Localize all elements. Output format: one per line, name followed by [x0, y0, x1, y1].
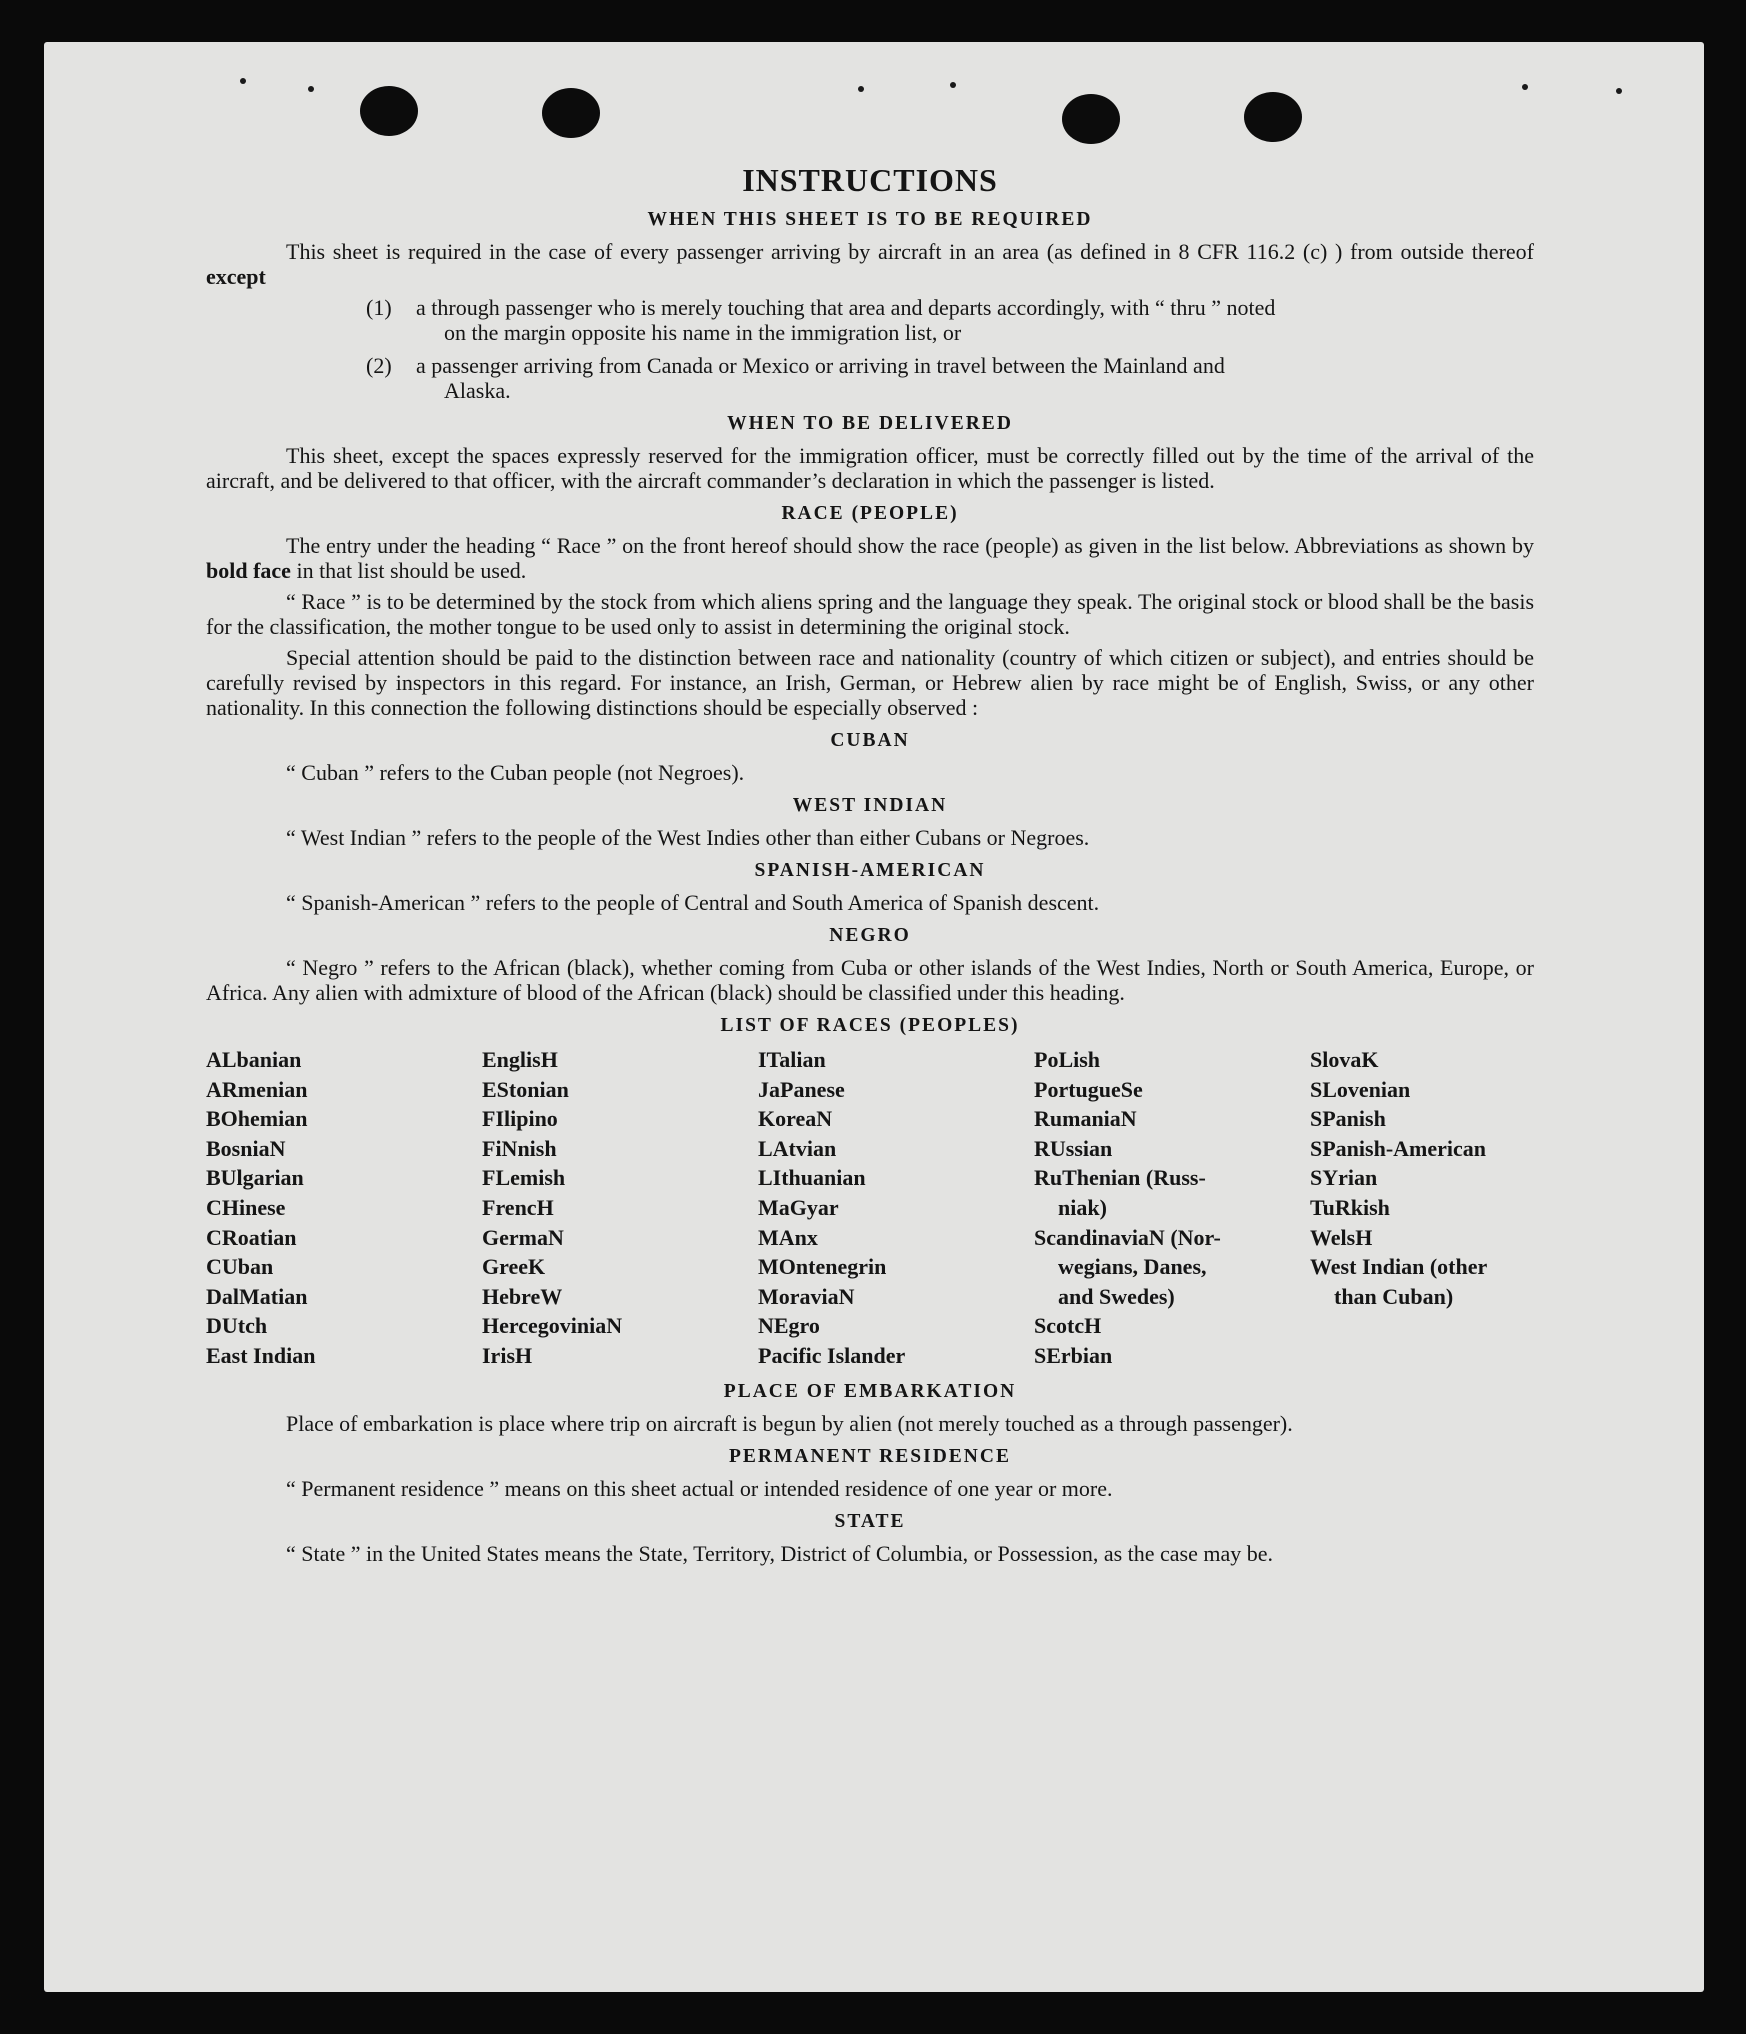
heading-state: STATE	[834, 1510, 906, 1532]
race-entry: SYrian	[1310, 1165, 1378, 1191]
negro-text: “ Negro ” refers to the African (black), whether coming from Cuba or other islands of the West Indies, North or South America, Europe, or Africa. Any alien with admixture of blood of the African (black) should be classified under this heading.	[206, 955, 1534, 1005]
race-entry: ITalian	[758, 1047, 826, 1072]
race-entry: WelsH	[1310, 1224, 1373, 1250]
race-entry: FrencH	[482, 1194, 554, 1220]
race-entry: FIlipino	[482, 1106, 558, 1132]
race-entry: NEgro	[758, 1313, 820, 1339]
race-entry: ScotcH	[1034, 1313, 1102, 1339]
race-entry: BosniaN	[206, 1135, 286, 1161]
race-entry: GermaN	[482, 1224, 564, 1250]
race-entry: DalMatian	[206, 1283, 308, 1309]
instructions-body	[206, 162, 1534, 1572]
race-entry: LIthuanian	[758, 1165, 866, 1191]
race-paragraph-3: Special attention should be paid to the distinction between race and nationality (country of which citizen or subject), and entries should be carefully revised by inspectors in this regard. For instance, an Irish, German, or Hebrew alien by race might be of English, Swiss, or any other nationality. In this connection the following distinctions should be especially observed :	[206, 645, 1534, 720]
race-entry: DUtch	[206, 1313, 268, 1339]
race-entry: ALbanian	[206, 1047, 302, 1072]
required-intro: This sheet is required in the case of every passenger arriving by aircraft in an area (as defined in 8 CFR 116.2 (c) ) from outside thereof except	[206, 239, 1534, 289]
race-entry: EnglisH	[482, 1047, 558, 1072]
race-paragraph-1: The entry under the heading “ Race ” on the front hereof should show the race (people) as given in the list below. Abbreviations as shown by bold face in that list should be used.	[206, 533, 1534, 583]
spanish-american-text: “ Spanish-American ” refers to the people of Central and South America of Spanish descent.	[286, 890, 1100, 915]
race-entry: HercegoviniaN	[482, 1313, 623, 1339]
race-entry: wegians, Danes,	[1058, 1254, 1207, 1280]
race-entry: FiNnish	[482, 1135, 557, 1161]
residence-text: “ Permanent residence ” means on this sheet actual or intended residence of one year or more.	[286, 1475, 1113, 1501]
race-paragraph-2: “ Race ” is to be determined by the stock from which aliens spring and the language they speak. The original stock or blood shall be the basis for the classification, the mother tongue to be used only to assist in determining the original stock.	[206, 589, 1534, 639]
exception-item-2: (2) a passenger arriving from Canada or Mexico or arriving in travel between the Mainland and Alaska.	[366, 353, 1225, 403]
race-entry: SPanish	[1310, 1106, 1386, 1132]
races-column-5	[1310, 1045, 1534, 1371]
race-entry: than Cuban)	[1334, 1283, 1454, 1309]
race-entry: MaGyar	[758, 1194, 839, 1220]
speck	[1616, 88, 1622, 94]
heading-place-of-embarkation: PLACE OF EMBARKATION	[723, 1380, 1017, 1402]
race-entry: HebreW	[482, 1283, 563, 1309]
race-entry: West Indian (other	[1310, 1254, 1488, 1280]
page-title: INSTRUCTIONS	[742, 162, 998, 198]
races-column-4	[1034, 1045, 1310, 1371]
race-entry: ARmenian	[206, 1076, 308, 1102]
race-entry: LAtvian	[758, 1135, 837, 1161]
speck	[950, 82, 956, 88]
race-entry: SErbian	[1034, 1342, 1113, 1368]
state-text: “ State ” in the United States means the State, Territory, District of Columbia, or Possession, as the case may be.	[286, 1540, 1274, 1566]
race-entry: FLemish	[482, 1165, 566, 1191]
heading-list-of-races: LIST OF RACES (PEOPLES)	[720, 1015, 1020, 1036]
punch-hole	[1062, 94, 1120, 144]
races-column-3	[758, 1045, 1034, 1371]
heading-west-indian: WEST INDIAN	[792, 795, 948, 816]
race-entry: CHinese	[206, 1194, 286, 1220]
cuban-text: “ Cuban ” refers to the Cuban people (not Negroes).	[286, 760, 745, 785]
race-entry: East Indian	[206, 1342, 316, 1368]
race-entry: RuThenian (Russ-	[1034, 1165, 1206, 1191]
race-entry: SPanish-American	[1310, 1135, 1486, 1161]
race-entry: TuRkish	[1310, 1194, 1390, 1220]
race-entry: GreeK	[482, 1254, 546, 1280]
embarkation-text: Place of embarkation is place where trip on aircraft is begun by alien (not merely touched as a through passenger).	[286, 1410, 1293, 1436]
race-entry: KoreaN	[758, 1106, 833, 1132]
heading-permanent-residence: PERMANENT RESIDENCE	[729, 1445, 1011, 1467]
race-entry: MoraviaN	[758, 1283, 855, 1309]
race-entry: and Swedes)	[1058, 1283, 1175, 1309]
heading-cuban: CUBAN	[830, 730, 910, 751]
heading-race: RACE (PEOPLE)	[781, 503, 959, 524]
race-entry: niak)	[1058, 1194, 1107, 1220]
race-entry: SLovenian	[1310, 1076, 1411, 1102]
speck	[1522, 84, 1528, 90]
race-entry: RUssian	[1034, 1135, 1113, 1161]
race-entry: MAnx	[758, 1224, 818, 1250]
race-entry: JaPanese	[758, 1076, 845, 1102]
race-entry: Pacific Islander	[758, 1342, 906, 1368]
heading-negro: NEGRO	[829, 925, 911, 946]
heading-spanish-american: SPANISH-AMERICAN	[754, 860, 986, 881]
race-entry: BOhemian	[206, 1106, 308, 1132]
race-entry: PoLish	[1034, 1047, 1101, 1072]
document-page	[44, 42, 1704, 1992]
exception-item-1: (1) a through passenger who is merely touching that area and departs accordingly, with “ thru ” noted on the margin opposite his name in the immigration list, or	[366, 295, 1276, 345]
races-column-2	[482, 1045, 758, 1371]
race-entry: EStonian	[482, 1076, 569, 1102]
race-entry: SlovaK	[1310, 1047, 1379, 1072]
races-list	[206, 1045, 1534, 1371]
punch-hole	[360, 86, 418, 136]
heading-when-delivered: WHEN TO BE DELIVERED	[727, 413, 1013, 434]
race-entry: CRoatian	[206, 1224, 297, 1250]
punch-hole	[1244, 92, 1302, 142]
speck	[308, 86, 314, 92]
speck	[858, 86, 864, 92]
speck	[240, 78, 246, 84]
heading-when-required: WHEN THIS SHEET IS TO BE REQUIRED	[647, 209, 1093, 230]
race-entry: MOntenegrin	[758, 1254, 887, 1280]
race-entry: CUban	[206, 1254, 274, 1280]
race-entry: PortugueSe	[1034, 1076, 1143, 1102]
races-column-1	[206, 1045, 482, 1371]
delivered-text: This sheet, except the spaces expressly reserved for the immigration officer, must be correctly filled out by the time of the arrival of the aircraft, and be delivered to that officer, with the aircraft commander’s declaration in which the passenger is listed.	[206, 443, 1534, 493]
punch-hole	[542, 88, 600, 138]
west-indian-text: “ West Indian ” refers to the people of the West Indies other than either Cubans or Negroes.	[286, 825, 1090, 850]
race-entry: IrisH	[482, 1342, 533, 1368]
race-entry: BUlgarian	[206, 1165, 304, 1191]
race-entry: ScandinaviaN (Nor-	[1034, 1224, 1221, 1250]
race-entry: RumaniaN	[1034, 1106, 1137, 1132]
